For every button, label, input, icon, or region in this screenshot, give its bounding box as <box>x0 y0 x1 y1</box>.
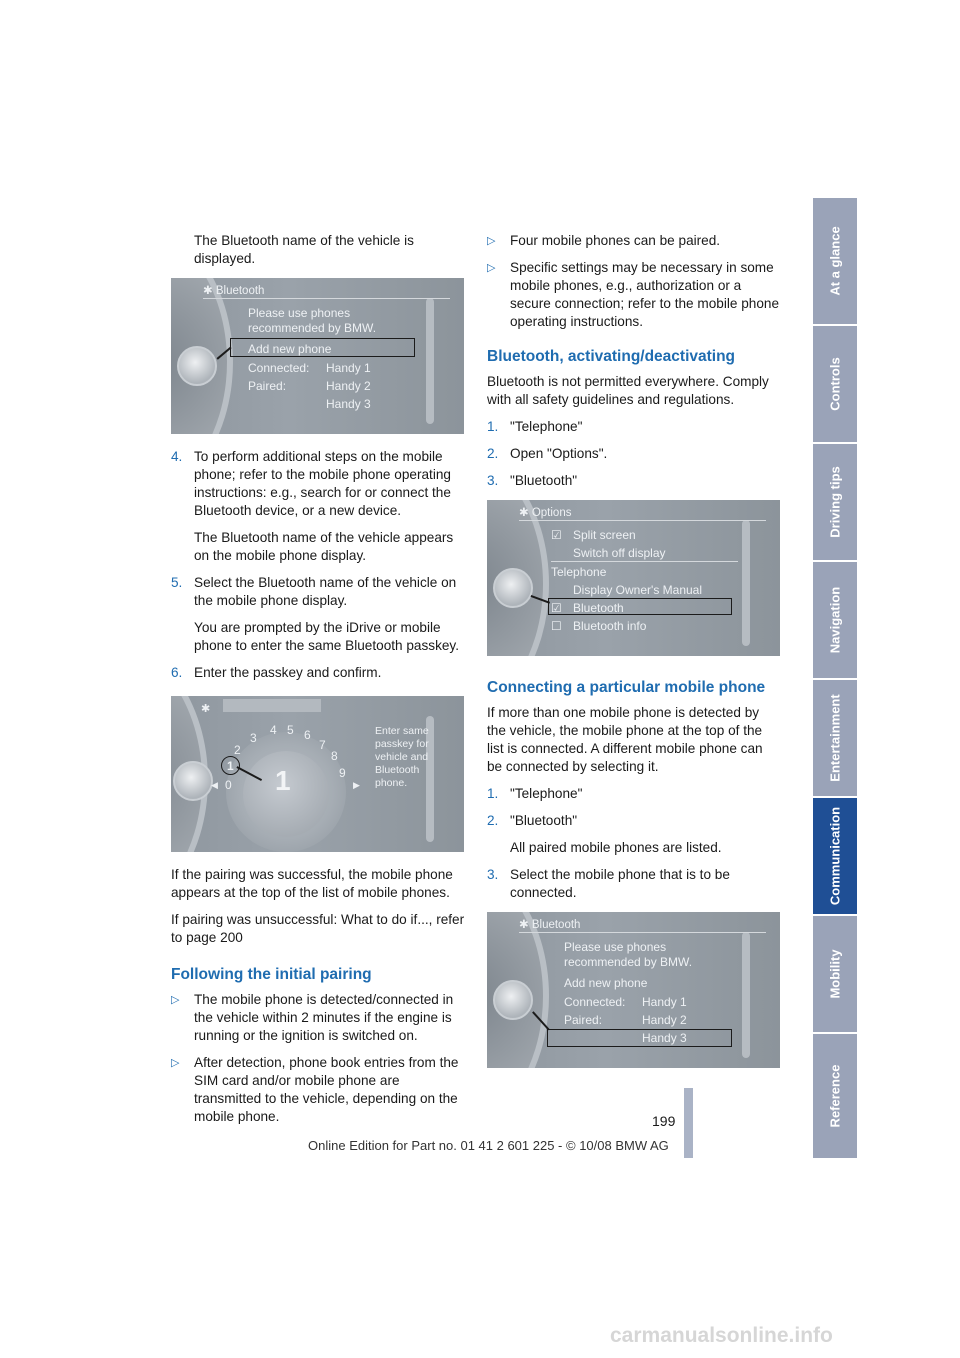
bullet-four-phones: ▷ Four mobile phones can be paired. <box>487 233 721 248</box>
bullet-triangle-icon: ▷ <box>171 1057 180 1069</box>
checkbox-checked-icon: ☑ <box>551 601 562 615</box>
bullet-phonebook: ▷ After detection, phone book entries from the SIM card and/or mobile phone are transmitted to the vehicle, depending on the mobile phone. <box>171 1055 459 1124</box>
arrow-right-icon: ▶ <box>353 780 360 790</box>
screenshot-passkey: ✱ 1 0 1 2 3 4 5 6 7 8 9 ◀ ▶ Enter same passkey for vehicle and Bluetooth phone. <box>171 696 464 852</box>
fail-text: If pairing was unsuccessful: What to do if..., refer to page 200 <box>171 912 465 945</box>
controller-knob <box>493 980 533 1020</box>
bt-step-2: 2. Open "Options". <box>487 446 608 461</box>
heading-bluetooth-activating: Bluetooth, activating/deactivating <box>487 348 736 365</box>
bullet-specific-settings: ▷ Specific settings may be necessary in some mobile phones, e.g., authorization or a secure connection; refer to the mobile phone operating instructions. <box>487 260 780 329</box>
bluetooth-icon: ✱ <box>201 703 211 715</box>
heading-following-initial-pairing: Following the initial pairing <box>171 966 372 983</box>
screen-title: Bluetooth <box>215 285 265 297</box>
bullet-detected: ▷ The mobile phone is detected/connected in the vehicle within 2 minutes if the engine is running or the ignition is switched on. <box>171 992 454 1043</box>
arrow-left-icon: ◀ <box>211 780 218 790</box>
checkbox-checked-icon: ☑ <box>551 528 562 542</box>
entered-digit: 1 <box>275 765 291 796</box>
controller-knob <box>177 346 217 386</box>
bluetooth-para: Bluetooth is not permitted everywhere. Comply with all safety guidelines and regulations. <box>487 374 769 407</box>
screen-line2: recommended by BMW. <box>248 321 377 335</box>
watermark: carmanualsonline.info <box>610 1324 833 1347</box>
selection-box <box>548 598 732 615</box>
screen-title: Options <box>531 507 572 519</box>
edition-text: Online Edition for Part no. 01 41 2 601 225 - © 10/08 BMW AG <box>308 1138 669 1153</box>
step-6: 6. Enter the passkey and confirm. <box>171 665 382 680</box>
step-5: 5. Select the Bluetooth name of the vehicle on the mobile phone display. You are prompted by the iDrive or mobile phone to enter the same Bluetooth passkey. <box>171 575 459 653</box>
conn-step-2: 2. "Bluetooth" All paired mobile phones are listed. <box>487 813 722 855</box>
conn-step-1: 1. "Telephone" <box>487 786 583 801</box>
success-text: If the pairing was successful, the mobile phone appears at the top of the list of mobile phones. <box>171 867 453 900</box>
page-number: 199 <box>652 1113 676 1129</box>
tab-communication[interactable]: Communication <box>813 798 857 916</box>
bluetooth-icon: ✱ <box>519 919 529 931</box>
screen-paired-label: Paired: <box>248 379 287 393</box>
bullet-triangle-icon: ▷ <box>171 994 180 1006</box>
controller-knob <box>173 761 213 801</box>
tab-reference[interactable]: Reference <box>813 1034 857 1160</box>
right-column <box>487 232 780 1082</box>
bullet-triangle-icon: ▷ <box>487 235 496 247</box>
screenshot-options: ✱ Options ☑ Split screen Switch off display Telephone Display Owner's Manual ☑ Bluetooth ☐ Bluetooth info <box>487 500 780 656</box>
heading-connecting: Connecting a particular mobile phone <box>487 679 766 696</box>
bullet-triangle-icon: ▷ <box>487 262 496 274</box>
options-icon: ✱ <box>519 507 529 519</box>
checkbox-empty-icon: ☐ <box>551 619 562 633</box>
bt-step-1: 1. "Telephone" <box>487 419 583 434</box>
screen-connected-value: Handy 1 <box>326 361 371 375</box>
screen-add-phone: Add new phone <box>248 342 332 356</box>
tab-driving-tips[interactable]: Driving tips <box>813 444 857 562</box>
screen-title: Bluetooth <box>531 919 581 931</box>
screen-line1: Please use phones <box>248 306 351 320</box>
screen-paired-value1: Handy 2 <box>326 379 371 393</box>
tab-entertainment[interactable]: Entertainment <box>813 680 857 798</box>
bluetooth-icon: ✱ <box>203 285 213 297</box>
connecting-para: If more than one mobile phone is detected by the vehicle, the mobile phone at the top of the list is connected. A different mobile phone can be connected by selecting it. <box>487 705 763 774</box>
tab-at-a-glance[interactable]: At a glance <box>813 198 857 326</box>
intro-text: The Bluetooth name of the vehicle is displayed. <box>194 233 414 266</box>
tab-controls[interactable]: Controls <box>813 326 857 444</box>
screen-paired-value2: Handy 3 <box>326 397 371 411</box>
screen-connected-label: Connected: <box>248 361 310 375</box>
step-4: 4. To perform additional steps on the mobile phone; refer to the mobile phone operating instructions: e.g., search for or connect the Bluetooth device, or a new device. The Bluetooth name of the vehicle appears on the mobile phone display. <box>171 449 454 563</box>
bt-step-3: 3. "Bluetooth" <box>487 473 578 488</box>
tab-mobility[interactable]: Mobility <box>813 916 857 1034</box>
conn-step-3: 3. Select the mobile phone that is to be connected. <box>487 867 730 900</box>
selection-box <box>547 1029 732 1047</box>
selection-box <box>230 338 415 357</box>
tab-navigation[interactable]: Navigation <box>813 562 857 680</box>
screenshot-bluetooth-list: ✱ Bluetooth Please use phones recommended by BMW. Add new phone Connected: Handy 1 Paired: Handy 2 Handy 3 <box>487 912 780 1068</box>
page-bar <box>684 1088 693 1158</box>
controller-knob <box>493 568 533 608</box>
screenshot-bluetooth-add <box>171 278 464 434</box>
left-column <box>171 232 465 1135</box>
